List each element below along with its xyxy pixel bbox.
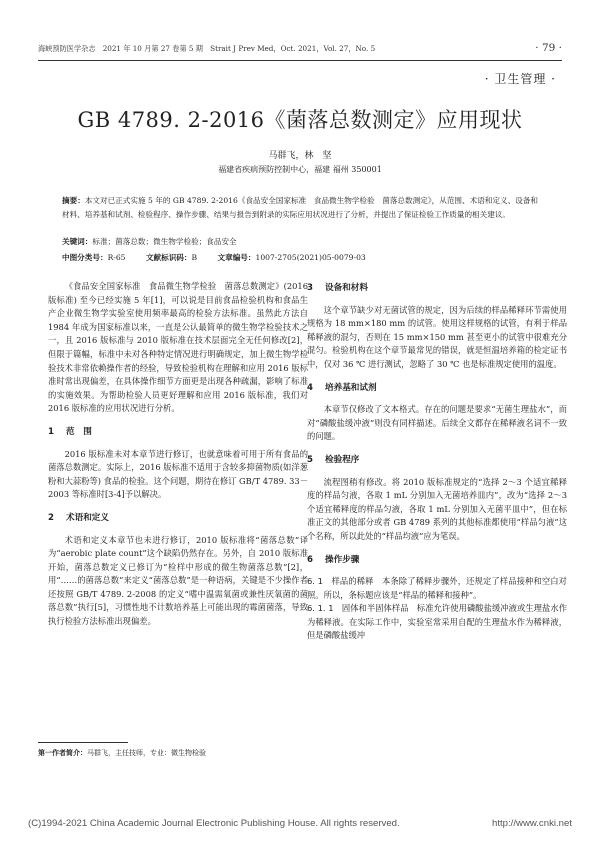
page-number: · 79 · [535, 42, 562, 54]
section-5-text: 流程图稍有修改。将 2010 版标准规定的“选择 2～3 个适宜稀释度的样品匀液，各取 1 mL 分别加入无菌培养皿内”，改为“选择 2～3 个适宜稀释度的样品匀液，各取 1 mL 分别加入无菌平皿中”，但在标准正文的其他部分或者 GB 4789 系列的其他标准都使用“样品匀液”这个名称，所以此处的“样品均液”应为笔误。 [307, 476, 567, 541]
clc-value: R-65 [107, 253, 126, 262]
section-4-text: 本章节仅修改了文本格式。存在的问题是要求“无菌生理盐水”，而对“磷酸盐缓冲液”则没有同样描述。后续全文都存在稀释液名词不一致的问题。 [307, 404, 567, 442]
footnote-text: 马群飞，主任技师，专业：微生物检验 [87, 749, 206, 757]
right-column [307, 280, 567, 643]
authors: 马群飞，林 坚 [268, 151, 332, 161]
section-5-heading: 5 检验程序 [307, 454, 360, 465]
intro-paragraph: 《食品安全国家标准 食品微生物学检验 菌落总数测定》(2016 版标准) 至今已经实施 5 年[1]，可以说是目前食品检验机构和食品生产企业微生物学实验室使用频率最高的检验方法标准。虽然此方法自 1984 年成为国家标准以来，一直是公认最简单的微生物学检验技术之一，且 2016 版标准与 2010 版标准在技术层面完全无任何修改[2]，但限于篇幅，标准中未对各种特定情况进行明确规定，加上微生物学检验技术非常依赖操作者的经验，导致检验机构在理解和应用 2016 版标准时常出现偏差，在具体操作细节方面更是出现各种疏漏，影响了标准的实施效果。为帮助检验人员更好理解和应用 2016 版标准，我们对 2016 版标准的应用状况进行分析。 [48, 281, 308, 414]
running-header [38, 44, 562, 58]
section-3-text: 这个章节缺少对无菌试管的规定，因为后续的样品稀释环节需使用规格为 18 mm×180 mm 的试管。使用这样规格的试管，有利于样品稀释液的混匀，否则在 15 mm×150 mm 甚至更小的试管中很难充分混匀。检验机构在这个章节最常见的错误，就是恒温培养箱的检定证书中，仅对 36 ℃ 进行测试，忽略了 30 ℃ 也是标准规定使用的温度。 [307, 304, 567, 369]
keywords-text: 标准；菌落总数；微生物学检验；食品安全 [92, 237, 237, 246]
article-title: GB 4789. 2-2016《菌落总数测定》应用现状 [77, 108, 523, 132]
abstract-label: 摘要： [62, 196, 85, 205]
section-2-text: 术语和定义本章节也未进行修订，2010 版标准将“菌落总数”译为“aerobic plate count”这个缺陷仍然存在。另外，自 2010 版标准开始，菌落总数定义已修订为“检样中形成的微生物菌落总数”[2]，用“……的菌落总数”来定义“菌落总数”是一种语病，关键是不少操作者还按照 GB/T 4789. 2-2008 的定义“嗜中温需氧菌或兼性厌氧菌的菌落总数”执行[5]，习惯性地不计数培养基上可能出现的霉菌菌落，导致执行检验方法标准出现偏差。 [48, 534, 308, 627]
section-6-heading: 6 操作步骤 [307, 554, 360, 565]
section-tag: · 卫生管理 · [484, 72, 556, 86]
abstract [62, 194, 538, 222]
journal-citation: 海峡预防医学杂志 2021 年 10 月第 27 卷第 5 期 Strait J Prev Med，Oct. 2021，Vol. 27，No. 5 [38, 44, 376, 53]
subsection-6-1: 6. 1 样品的稀释 本条除了稀释步骤外，还规定了样品接种和空白对照。所以，条标题应该是“样品的稀释和接种”。 [307, 576, 567, 600]
clc-label: 中图分类号： [62, 253, 108, 262]
affiliation: 福建省疾病预防控制中心，福建 福州 350001 [218, 165, 382, 174]
section-4-heading: 4 培养基和试剂 [307, 382, 377, 393]
article-no-label: 文章编号： [217, 253, 256, 262]
section-1-text: 2016 版标准未对本章节进行修订，也就意味着可用于所有食品的菌落总数测定。实际上，2016 版标准不适用于含较多抑菌物质(如洋葱粉和大蒜粉等) 食品的检验。这个问题，期待在修订 GB/T 4789. 33－2003 等标准时[3-4]予以解决。 [48, 448, 308, 500]
section-1-heading: 1 范 围 [48, 426, 92, 437]
section-3-heading: 3 设备和材料 [307, 283, 368, 293]
article-no-value: 1007-2705(2021)05-0079-03 [255, 253, 366, 262]
cnki-link[interactable]: http://www.cnki.net [492, 818, 572, 829]
subsection-6-1-1: 6. 1. 1 固体和半固体样品 标准允许使用磷酸盐缓冲液或生理盐水作为稀释液。在实际工作中，实验室常采用自配的生理盐水作为稀释液，但是磷酸盐缓冲 [307, 603, 567, 641]
keywords [62, 236, 538, 247]
left-column [48, 280, 308, 629]
header-rule [38, 60, 562, 61]
copyright-text: (C)1994-2021 China Academic Journal Electronic Publishing House. All rights reserved. [28, 818, 400, 829]
abstract-text: 本文对已正式实施 5 年的 GB 4789. 2-2016《食品安全国家标准 食品微生物学检验 菌落总数测定》，从范围、术语和定义、设备和材料、培养基和试剂、检验程序、操作步骤、结果与报告到附录的实际应用状况进行了分析，并提出了保证检验工作质量的相关建议。 [62, 196, 539, 219]
keywords-label: 关键词： [62, 237, 93, 246]
author-footnote [38, 748, 206, 758]
copyright-line [28, 818, 572, 829]
footnote-rule [38, 742, 128, 743]
doc-code-value: B [191, 253, 198, 262]
footnote-label: 第一作者简介： [38, 749, 87, 757]
classification-row [62, 252, 538, 263]
section-2-heading: 2 术语和定义 [48, 512, 109, 523]
doc-code-label: 文献标识码： [145, 253, 192, 262]
